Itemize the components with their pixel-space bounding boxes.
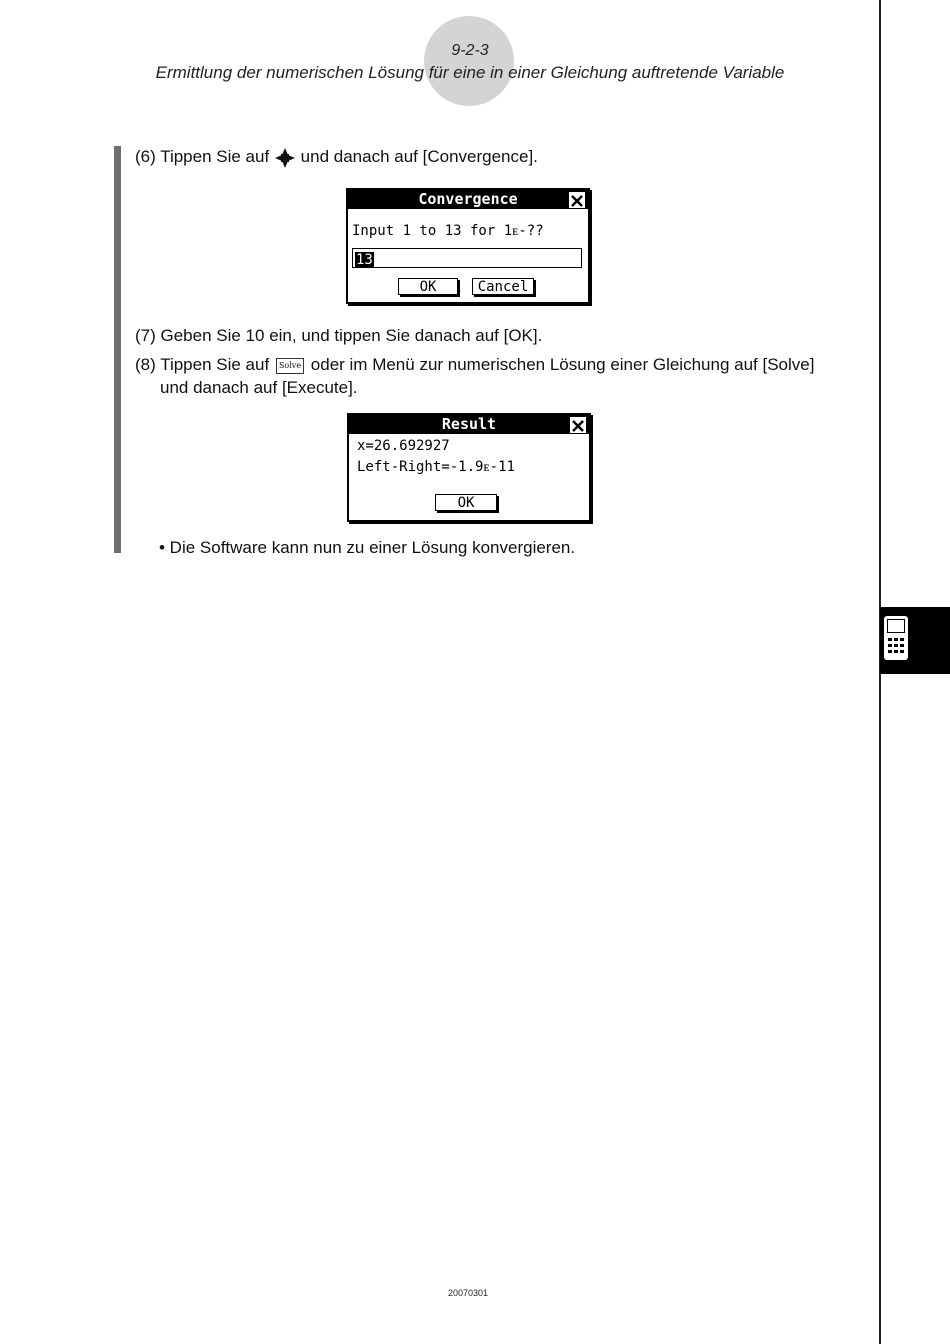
convergence-dialog-title: Convergence xyxy=(418,190,518,208)
page-number-circle xyxy=(424,16,514,106)
result-x-value: x=26.692927 xyxy=(357,438,450,454)
chapter-side-tab xyxy=(880,607,950,674)
calculator-icon xyxy=(880,607,950,674)
step-8-text-before: (8) Tippen Sie auf xyxy=(135,355,270,374)
close-x-icon xyxy=(571,419,585,433)
convergence-ok-button[interactable]: OK xyxy=(398,278,458,295)
page-title: Ermittlung der numerischen Lösung für eine in einer Gleichung auftretende Variable xyxy=(155,63,785,82)
step-8-text-after: oder im Menü zur numerischen Lösung einer Gleichung auf [Solve] xyxy=(310,355,815,374)
convergence-input-value: 13 xyxy=(356,252,373,268)
result-ok-button[interactable]: OK xyxy=(435,494,497,511)
solve-key-icon: Solve xyxy=(276,358,304,374)
result-note: • Die Software kann nun zu einer Lösung konvergieren. xyxy=(159,538,576,557)
step-6 xyxy=(135,145,538,169)
section-marker-bar xyxy=(114,146,121,553)
result-dialog-titlebar xyxy=(349,415,589,434)
step-7: (7) Geben Sie 10 ein, und tippen Sie danach auf [OK]. xyxy=(135,326,543,345)
diamond-cursor-icon xyxy=(274,147,296,169)
result-close-button[interactable] xyxy=(570,417,586,433)
result-dialog xyxy=(347,413,591,522)
result-left-right-value: Left-Right=-1.9ᴇ-11 xyxy=(357,459,515,475)
convergence-input[interactable] xyxy=(352,248,582,268)
convergence-prompt: Input 1 to 13 for 1ᴇ-?? xyxy=(352,223,544,239)
convergence-dialog xyxy=(346,188,590,304)
convergence-cancel-button[interactable]: Cancel xyxy=(472,278,534,295)
page-number: 9-2-3 xyxy=(451,42,489,59)
close-x-icon xyxy=(570,194,584,208)
footer-code: 20070301 xyxy=(447,1288,489,1298)
step-8 xyxy=(135,353,814,376)
convergence-close-button[interactable] xyxy=(569,192,585,208)
step-8-line-2: und danach auf [Execute]. xyxy=(160,378,358,397)
result-dialog-title: Result xyxy=(441,415,497,433)
convergence-dialog-titlebar xyxy=(348,190,588,209)
step-6-text-before: (6) Tippen Sie auf xyxy=(135,147,270,166)
step-6-text-after: und danach auf [Convergence]. xyxy=(300,147,538,166)
